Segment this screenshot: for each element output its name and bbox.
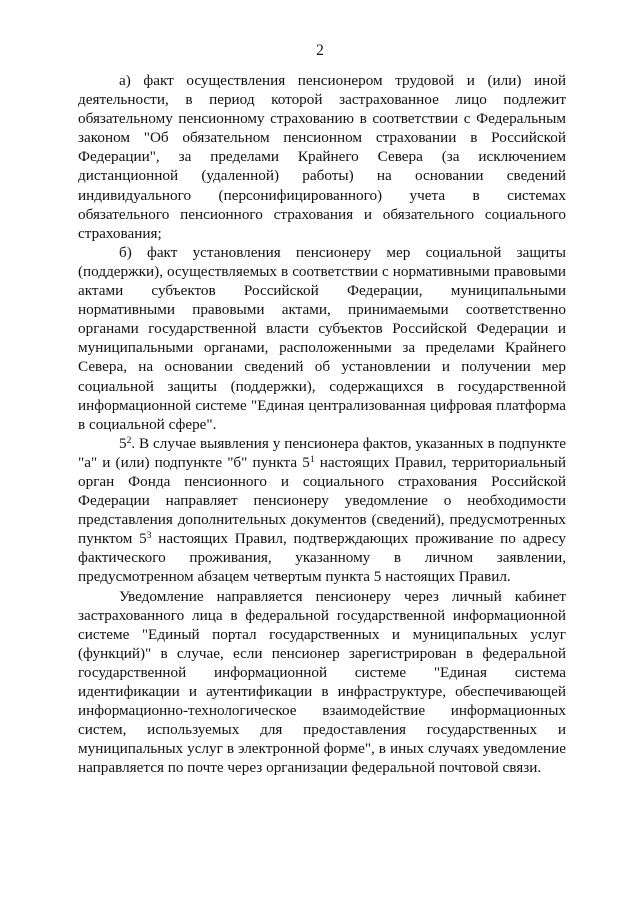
paragraph-text: а) факт осуществления пенсионером трудовой и (или) иной деятельности, в период которой застрахованное лицо подлежит обязательному пенсионному страхованию в соответствии с Федеральным законом "Об обязательном пенсионном страховании в Российской Федерации", за пределами Крайнего Севера (за исключением дистанционной (удаленной) работы) на основании сведений индивидуального (персонифицированного) учета в системах обязательного пенсионного страхования и обязательного социального страхования; [78,72,566,242]
document-body [78,71,566,777]
paragraph-text: 5 [119,434,127,452]
page-number: 2 [316,42,324,59]
superscript: 3 [146,531,152,542]
superscript: 1 [309,454,315,465]
paragraph-text: настоящих Правил, подтверждающих проживание по адресу фактического проживания, указанному в личном заявлении, предусмотренном абзацем четвертым пункта 5 настоящих Правил. [78,530,566,586]
paragraph [78,587,566,778]
paragraph-text: настоящих Правил, территориальный орган Фонда пенсионного и социального страхования Российской Федерации направляет пенсионеру уведомление о необходимости представления дополнительных документов (сведений), предусмотренных пунктом 5 [78,453,567,548]
paragraph-text: Уведомление направляется пенсионеру через личный кабинет застрахованного лица в федеральной государственной информационной системе "Единый портал государственных и муниципальных услуг (функций)" в случае, если пенсионер зарегистрирован в федеральной государственной информационной системе "Единая система идентификации и аутентификации в инфраструктуре, обеспечивающей информационно-технологическое взаимодействие информационных систем, используемых для предоставления государственных и муниципальных услуг в электронной форме", в иных случаях уведомление направляется по почте через организации федеральной почтовой связи. [78,587,566,777]
paragraph [78,71,566,243]
paragraph [78,434,566,587]
paragraph [78,243,566,434]
superscript: 2 [126,435,132,446]
paragraph-text: б) факт установления пенсионеру мер социальной защиты (поддержки), осуществляемых в соответствии с нормативными правовыми актами субъектов Российской Федерации, муниципальными нормативными правовыми актами, принимаемыми соответственно органами государственной власти субъектов Российской Федерации и муниципальными органами, расположенными за пределами Крайнего Севера, на основании сведений об установлении и получении мер социальной защиты (поддержки), содержащихся в государственной информационной системе "Единая централизованная цифровая платформа в социальной сфере". [78,243,566,433]
paragraph-text: . В случае выявления у пенсионера фактов, указанных в подпункте "а" и (или) подпункте "б" пункта 5 [78,434,566,471]
